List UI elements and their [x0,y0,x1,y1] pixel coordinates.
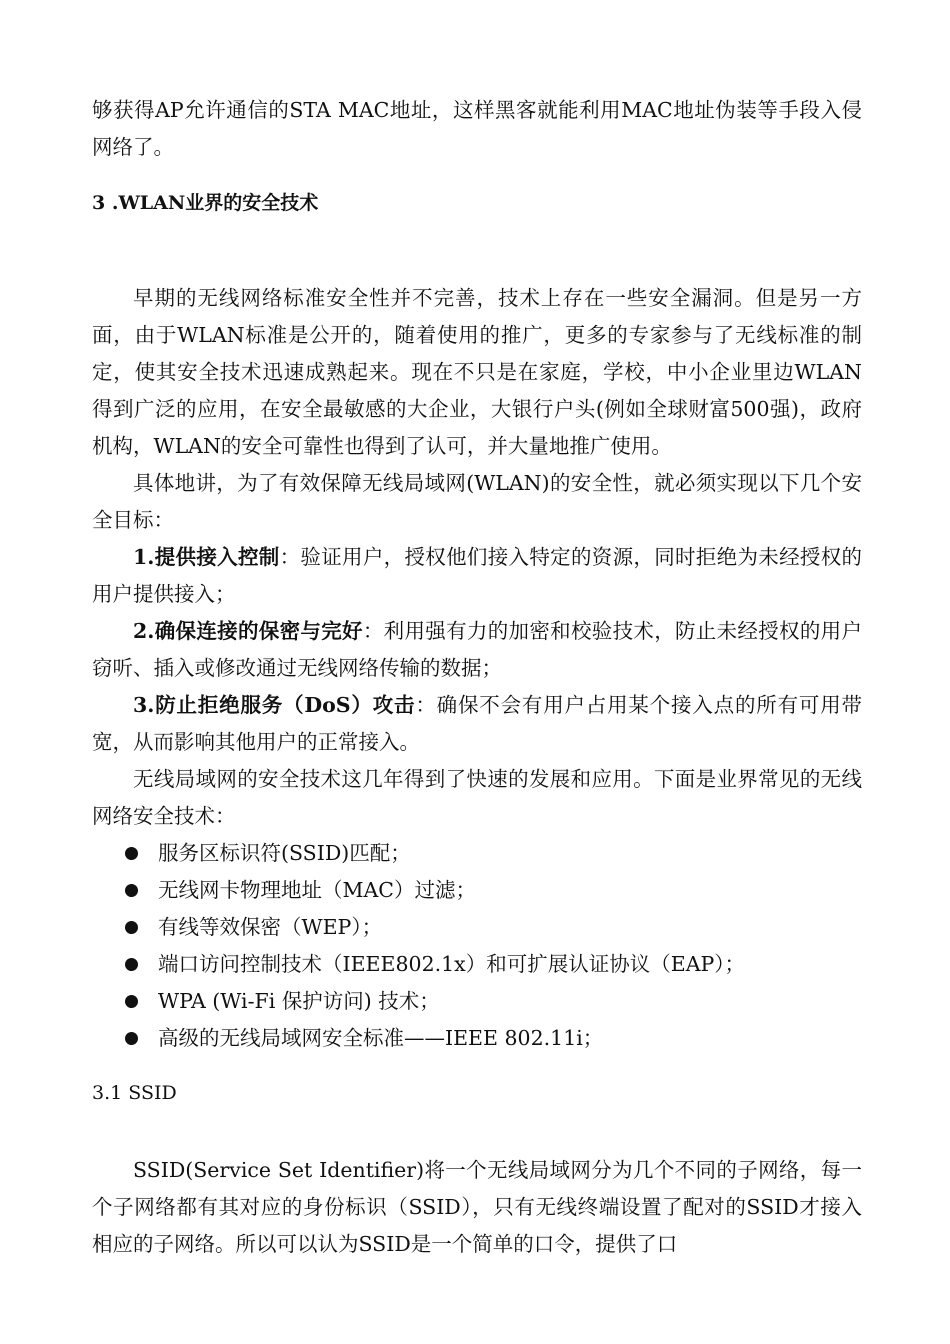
goal-item-3 [92,687,862,761]
list-item [92,946,862,983]
bullet-dot-icon [125,995,138,1008]
section-3-heading: 3 .WLAN业界的安全技术 [92,192,319,214]
bullet-dot-icon [125,847,138,860]
bullet-dot-icon [125,1032,138,1045]
section-3-1-paragraph-1: SSID(Service Set Identifier)将一个无线局域网分为几个不同的子网络，每一个子网络都有其对应的身份标识（SSID），只有无线终端设置了配对的SSID才接入相应的子网络。所以可以认为SSID是一个简单的口令，提供了口 [92,1158,862,1256]
list-item-text: WPA (Wi-Fi 保护访问) 技术； [158,989,440,1013]
bullet-dot-icon [125,958,138,971]
section-3-paragraph-3: 无线局域网的安全技术这几年得到了快速的发展和应用。下面是业界常见的无线网络安全技术： [92,767,862,828]
goal-label-1: 1.提供接入控制 [133,545,280,569]
list-item [92,872,862,909]
goal-label-2: 2.确保连接的保密与完好 [133,619,363,643]
list-item [92,909,862,946]
list-item [92,983,862,1020]
list-item-text: 端口访问控制技术（IEEE802.1x）和可扩展认证协议（EAP）； [158,952,746,976]
bullet-dot-icon [125,884,138,897]
goal-label-3: 3.防止拒绝服务（DoS）攻击 [133,693,416,717]
goal-text-3: ：确保不会有用户占用某个接入点的所有可用带宽，从而影响其他用户的正常接入。 [92,693,863,754]
list-item-text: 服务区标识符(SSID)匹配； [158,841,411,865]
section-3-paragraph-2: 具体地讲，为了有效保障无线局域网(WLAN)的安全性，就必须实现以下几个安全目标： [92,471,862,532]
intro-tail-paragraph: 够获得AP允许通信的STA MAC地址，这样黑客就能利用MAC地址伪装等手段入侵网络了。 [92,98,862,159]
section-3-1-heading: 3.1 SSID [92,1082,177,1104]
goal-text-2: ：利用强有力的加密和校验技术，防止未经授权的用户窃听、插入或修改通过无线网络传输的数据； [92,619,862,680]
security-tech-list [92,835,862,1057]
bullet-dot-icon [125,921,138,934]
list-item-text: 无线网卡物理地址（MAC）过滤； [158,878,476,902]
goal-item-1 [92,539,862,613]
list-item-text: 高级的无线局域网安全标准——IEEE 802.11i； [158,1026,604,1050]
list-item [92,1020,862,1057]
document-page [92,92,862,1263]
goal-item-2 [92,613,862,687]
goal-text-1: ：验证用户，授权他们接入特定的资源，同时拒绝为未经授权的用户提供接入； [92,545,863,606]
section-3-paragraph-1: 早期的无线网络标准安全性并不完善，技术上存在一些安全漏洞。但是另一方面，由于WLAN标准是公开的，随着使用的推广，更多的专家参与了无线标准的制定，使其安全技术迅速成熟起来。现在不只是在家庭，学校，中小企业里边WLAN 得到广泛的应用，在安全最敏感的大企业，大银行户头(例如全球财富500强)，政府机构，WLAN的安全可靠性也得到了认可，并大量地推广使用。 [92,286,862,458]
list-item-text: 有线等效保密（WEP）； [158,915,383,939]
list-item [92,835,862,872]
